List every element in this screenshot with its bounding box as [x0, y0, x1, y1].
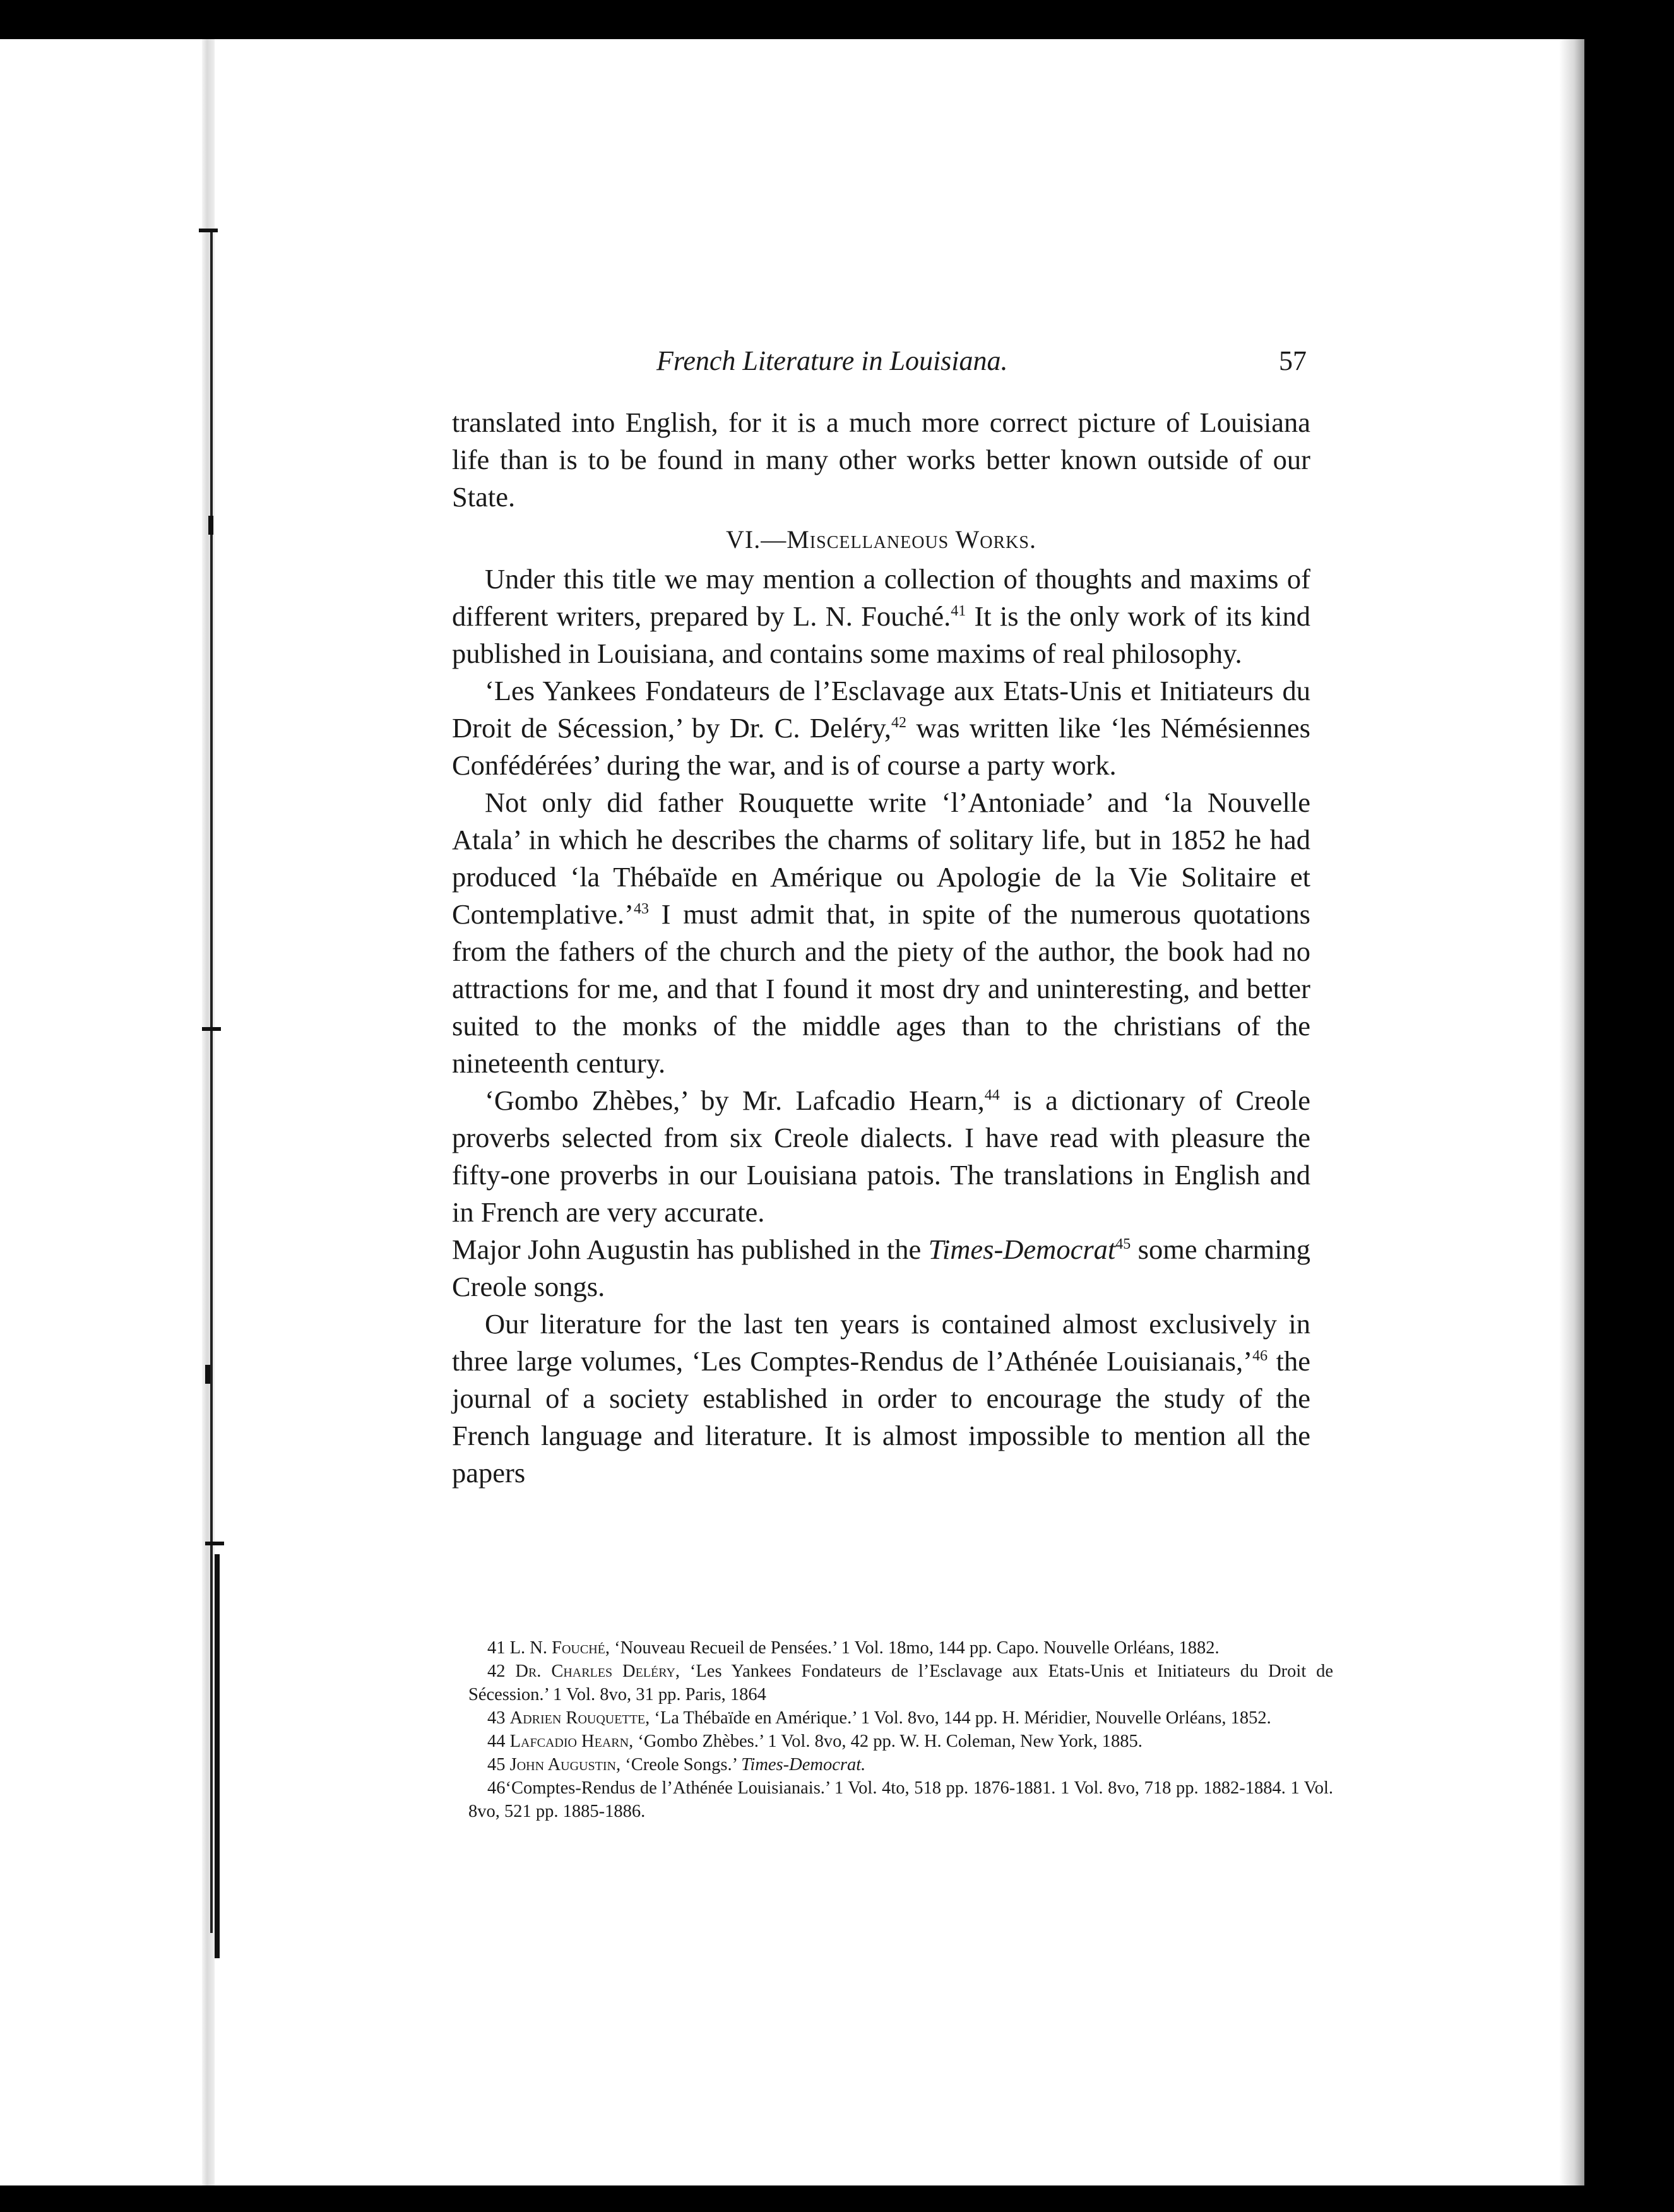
footnote-italic: Times-Democrat.	[741, 1755, 866, 1775]
footnote	[468, 1636, 1333, 1660]
section-heading	[452, 521, 1310, 558]
paragraph-text: Under this title we may mention a collection of thoughts and maxims of different writers, prepared by L. N. Fouché.	[452, 563, 1310, 632]
binding-thread-lower	[215, 1554, 220, 1958]
paragraph	[452, 672, 1310, 784]
page-gutter	[202, 39, 215, 2185]
footnote-text: , ‘La Thébaïde en Amérique.’ 1 Vol. 8vo, 144 pp. H. Méridier, Nouvelle Orléans, 1852.	[645, 1708, 1271, 1728]
paragraph	[452, 404, 1310, 516]
binding-stitch	[208, 516, 213, 535]
section-number: VI.—	[726, 525, 787, 554]
paragraph-text: some charming Creole songs.	[452, 1234, 1311, 1302]
paragraph	[452, 1305, 1310, 1492]
footnote	[468, 1776, 1333, 1823]
paragraph-text: It is the only work of its kind published in Louisiana, and contains some maxims of real philosophy.	[452, 600, 1310, 669]
footnote-author: L. N. Fouché	[509, 1638, 605, 1658]
paragraph-text: was written like ‘les Némésiennes Confédérées’ during the war, and is of course a party work.	[452, 712, 1310, 781]
footnote-number: 43	[487, 1708, 506, 1728]
footnote-number: 45	[487, 1755, 506, 1775]
footnote-text: , ‘Les Yankees Fondateurs de l’Esclavage aux Etats-Unis et Initiateurs du Droit de Sécession.’ 1 Vol. 8vo, 31 pp. Paris, 1864	[468, 1662, 1334, 1704]
paragraph-text: Our literature for the last ten years is contained almost exclusively in three large volumes, ‘Les Comptes-Rendus de l’Athénée Louisianais,’	[452, 1308, 1310, 1377]
newspaper-title: Times-Democrat	[928, 1234, 1116, 1265]
footnote-ref: 44	[984, 1087, 1000, 1104]
paragraph-text: translated into English, for it is a much more correct picture of Louisiana life than is to be found in many other works better known outside of our State.	[452, 407, 1310, 513]
footnote-author: John Augustin	[509, 1755, 616, 1775]
binding-stitch	[199, 229, 218, 232]
footnote-number: 41	[487, 1638, 506, 1658]
footnote-text: , ‘Nouveau Recueil de Pensées.’ 1 Vol. 18mo, 144 pp. Capo. Nouvelle Orléans, 1882.	[605, 1638, 1220, 1658]
body-text	[452, 404, 1310, 1492]
page-edge	[1559, 39, 1584, 2185]
book-page	[0, 39, 1584, 2185]
paragraph	[452, 784, 1310, 1082]
section-title: Miscellaneous Works.	[787, 525, 1036, 554]
footnote-text: ‘Comptes-Rendus de l’Athénée Louisianais.’ 1 Vol. 4to, 518 pp. 1876-1881. 1 Vol. 8vo, 718 pp. 1882-1884. 1 Vol. 8vo, 521 pp. 1885-1886.	[468, 1778, 1333, 1821]
footnote-ref: 45	[1115, 1236, 1131, 1253]
footnote	[468, 1753, 1333, 1776]
footnote-text: , ‘Creole Songs.’	[615, 1755, 742, 1775]
footnote	[468, 1660, 1333, 1706]
footnotes	[468, 1636, 1333, 1823]
footnote-author: Adrien Rouquette	[509, 1708, 646, 1728]
paragraph-text: Not only did father Rouquette write ‘l’Antoniade’ and ‘la Nouvelle Atala’ in which he describes the charms of solitary life, but in 1852 he had produced ‘la Thébaïde en Amérique ou Apologie de la Vie Solitaire et Contemplative.’	[452, 787, 1310, 930]
paragraph-text: ‘Les Yankees Fondateurs de l’Esclavage aux Etats-Unis et Initiateurs du Droit de Sécession,’ by Dr. C. Deléry,	[452, 675, 1310, 744]
paragraph-text: ‘Gombo Zhèbes,’ by Mr. Lafcadio Hearn,	[485, 1085, 985, 1116]
footnote-number: 44	[487, 1732, 506, 1751]
paragraph	[452, 561, 1310, 672]
paragraph-text: Major John Augustin has published in the	[452, 1234, 929, 1265]
footnote-author: Lafcadio Hearn	[509, 1732, 629, 1751]
binding-stitch	[205, 1365, 210, 1384]
running-head	[656, 345, 1307, 383]
footnote-number: 46	[487, 1778, 506, 1798]
binding-thread	[210, 229, 213, 1933]
paragraph	[452, 1231, 1310, 1305]
footnote-ref: 42	[891, 715, 907, 732]
footnote-ref: 46	[1252, 1348, 1268, 1365]
running-head-title: French Literature in Louisiana.	[656, 345, 1008, 376]
binding-stitch	[202, 1027, 221, 1031]
paragraph-text: I must admit that, in spite of the numerous quotations from the fathers of the church and the piety of the author, the book had no attractions for me, and that I found it most dry and uninteresting, and better suited to the monks of the middle ages than to the christians of the nineteenth century.	[452, 898, 1310, 1079]
page-number: 57	[1279, 345, 1307, 376]
footnote-ref: 41	[951, 603, 966, 620]
binding-stitch	[205, 1542, 224, 1545]
footnote-text: , ‘Gombo Zhèbes.’ 1 Vol. 8vo, 42 pp. W. H. Coleman, New York, 1885.	[629, 1732, 1143, 1751]
footnote	[468, 1730, 1333, 1753]
paragraph	[452, 1082, 1310, 1231]
footnote-author: Dr. Charles Deléry	[515, 1662, 675, 1681]
paragraph-text: is a dictionary of Creole proverbs selected from six Creole dialects. I have read with pleasure the fifty-one proverbs in our Louisiana patois. The translations in English and in French are very accurate.	[452, 1085, 1310, 1228]
footnote-ref: 43	[633, 901, 649, 918]
footnote-number: 42	[487, 1662, 506, 1681]
footnote	[468, 1706, 1333, 1730]
paragraph-text: the journal of a society established in order to encourage the study of the French language and literature. It is almost impossible to mention all the papers	[452, 1345, 1310, 1489]
